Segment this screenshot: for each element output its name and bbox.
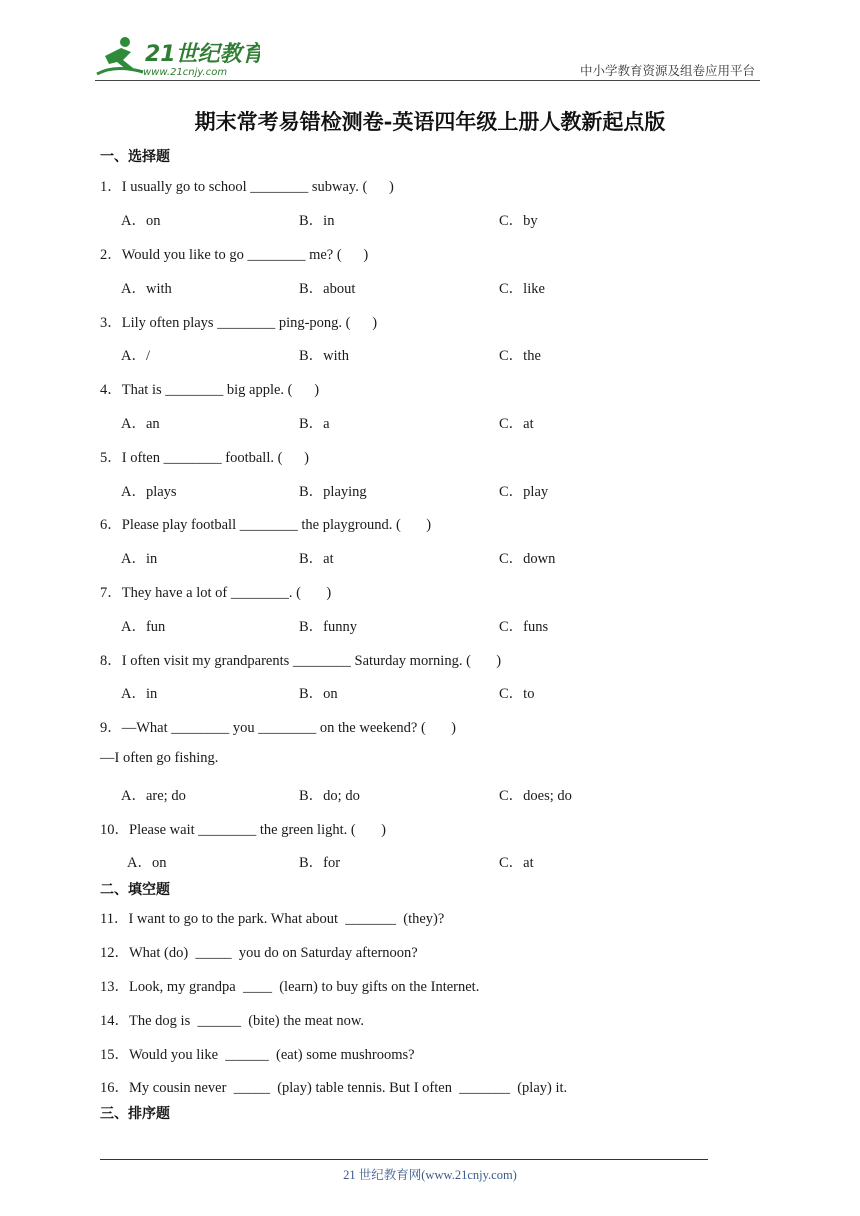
option-c: C．play	[499, 484, 549, 500]
option-a: A．with	[121, 281, 172, 297]
option-b: B．in	[299, 213, 335, 229]
page-title: 期末常考易错检测卷-英语四年级上册人教新起点版	[194, 109, 666, 134]
option-c: C．to	[499, 686, 535, 702]
option-a: A．on	[121, 213, 161, 229]
question-stem: 8．I often visit my grandparents ________ Saturday morning. ( )	[100, 653, 502, 669]
header-platform-text: 中小学教育资源及组卷应用平台	[579, 63, 755, 78]
site-logo	[95, 34, 260, 80]
option-b: B．on	[299, 686, 338, 702]
option-b: B．funny	[299, 619, 357, 635]
option-a: A．/	[121, 348, 150, 364]
option-c: C．at	[499, 855, 534, 871]
footer-divider	[100, 1159, 708, 1160]
fill-question: 15．Would you like ______ (eat) some mushrooms?	[100, 1047, 415, 1063]
fill-question: 14．The dog is ______ (bite) the meat now.	[100, 1013, 365, 1029]
option-c: C．the	[499, 348, 541, 364]
option-b: B．playing	[299, 484, 367, 500]
question-stem: 6．Please play football ________ the playground. ( )	[100, 517, 432, 533]
question-stem: 4．That is ________ big apple. ( )	[100, 382, 320, 398]
question-stem: 9．—What ________ you ________ on the weekend? ( )	[100, 720, 456, 736]
option-b: B．with	[299, 348, 349, 364]
section-heading-fill: 二、填空题	[100, 882, 170, 898]
option-c: C．does; do	[499, 788, 572, 804]
section-heading-order: 三、排序题	[100, 1106, 170, 1122]
option-b: B．about	[299, 281, 356, 297]
question-stem: 7．They have a lot of ________. ( )	[100, 585, 332, 601]
option-a: A．are; do	[121, 788, 186, 804]
option-b: B．at	[299, 551, 334, 567]
question-stem: 1．I usually go to school ________ subway. ( )	[100, 179, 394, 195]
fill-question: 11．I want to go to the park. What about _______ (they)?	[100, 911, 445, 927]
option-a: A．fun	[121, 619, 166, 635]
fill-question: 13．Look, my grandpa ____ (learn) to buy gifts on the Internet.	[100, 979, 480, 995]
option-b: B．for	[299, 855, 341, 871]
option-a: A．on	[127, 855, 167, 871]
fill-question: 16．My cousin never _____ (play) table tennis. But I often _______ (play) it.	[100, 1080, 568, 1096]
question-stem: 10．Please wait ________ the green light. ( )	[100, 822, 386, 838]
logo-url: www.21cnjy.com	[143, 67, 228, 78]
question-stem: 5．I often ________ football. ( )	[100, 450, 310, 466]
option-b: B．a	[299, 416, 330, 432]
option-a: A．an	[121, 416, 160, 432]
option-c: C．at	[499, 416, 534, 432]
option-b: B．do; do	[299, 788, 360, 804]
option-c: C．funs	[499, 619, 549, 635]
option-c: C．down	[499, 551, 556, 567]
header-divider	[95, 80, 760, 81]
logo-text: 21世纪教育	[145, 42, 260, 67]
option-a: A．in	[121, 686, 158, 702]
option-c: C．like	[499, 281, 545, 297]
option-a: A．plays	[121, 484, 177, 500]
section-heading-choice: 一、选择题	[100, 149, 170, 165]
fill-question: 12．What (do) _____ you do on Saturday afternoon?	[100, 945, 418, 961]
option-c: C．by	[499, 213, 538, 229]
footer-text: 21 世纪教育网(www.21cnjy.com)	[343, 1168, 517, 1182]
question-stem: 3．Lily often plays ________ ping-pong. ( )	[100, 315, 378, 331]
runner-icon	[97, 37, 143, 74]
option-a: A．in	[121, 551, 158, 567]
question-answer-line: —I often go fishing.	[100, 750, 219, 766]
question-stem: 2．Would you like to go ________ me? ( )	[100, 247, 369, 263]
